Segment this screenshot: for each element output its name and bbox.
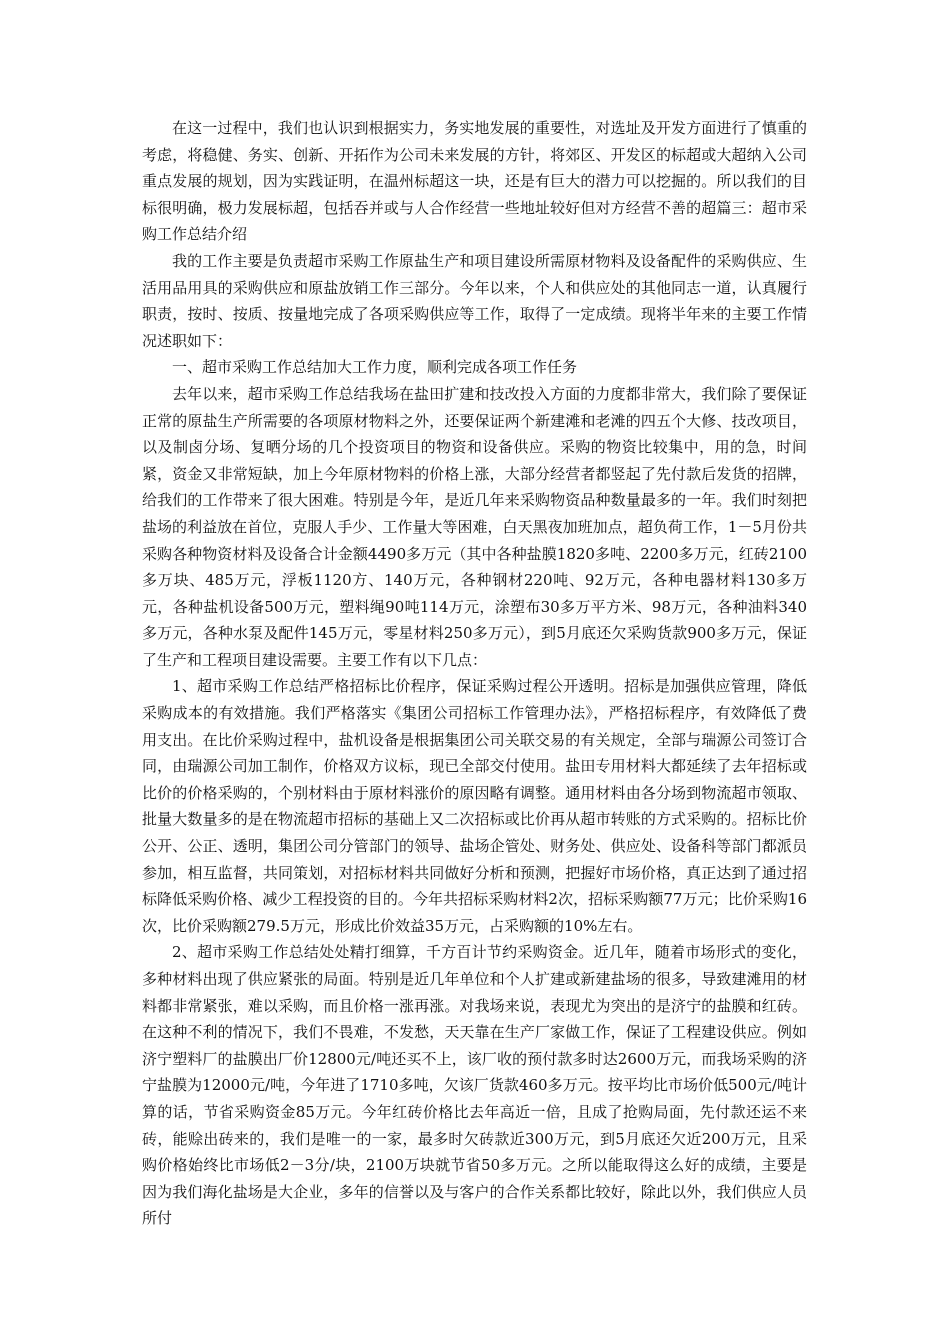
- document-page: [142, 115, 807, 1232]
- paragraph: 2、超市采购工作总结处处精打细算，千方百计节约采购资金。近几年，随着市场形式的变化，多种材料出现了供应紧张的局面。特别是近几年单位和个人扩建或新建盐场的很多，导致建滩用的材料都非常紧张，难以采购，而且价格一涨再涨。对我场来说，表现尤为突出的是济宁的盐膜和红砖。在这种不利的情况下，我们不畏难，不发愁，天天靠在生产厂家做工作，保证了工程建设供应。例如济宁塑料厂的盐膜出厂价12800元/吨还买不上，该厂收的预付款多时达2600万元，而我场采购的济宁盐膜为12000元/吨，今年进了1710多吨，欠该厂货款460多万元。按平均比市场价低500元/吨计算的话，节省采购资金85万元。今年红砖价格比去年高近一倍，且成了抢购局面，先付款还运不来砖，能赊出砖来的，我们是唯一的一家，最多时欠砖款近300万元，到5月底还欠近200万元，且采购价格始终比市场低2－3分/块，2100万块就节省50多万元。之所以能取得这么好的成绩，主要是因为我们海化盐场是大企业，多年的信誉以及与客户的合作关系都比较好，除此以外，我们供应人员所付: [142, 943, 807, 1228]
- paragraph: 我的工作主要是负责超市采购工作原盐生产和项目建设所需原材物料及设备配件的采购供应、生活用品用具的采购供应和原盐放销工作三部分。今年以来，个人和供应处的其他同志一道，认真履行职责，按时、按质、按量地完成了各项采购供应等工作，取得了一定成绩。现将半年来的主要工作情况述职如下：: [142, 251, 807, 350]
- section-heading: 一、超市采购工作总结加大工作力度，顺利完成各项工作任务: [172, 358, 578, 377]
- paragraph: 在这一过程中，我们也认识到根据实力，务实地发展的重要性，对选址及开发方面进行了慎重的考虑，将稳健、务实、创新、开拓作为公司未来发展的方针，将郊区、开发区的标超或大超纳入公司重点发展的规划，因为实践证明，在温州标超这一块，还是有巨大的潜力可以挖掘的。所以我们的目标很明确，极力发展标超，包括吞并或与人合作经营一些地址较好但对方经营不善的超篇三：超市采购工作总结介绍: [142, 119, 807, 244]
- paragraph: 去年以来，超市采购工作总结我场在盐田扩建和技改投入方面的力度都非常大，我们除了要保证正常的原盐生产所需要的各项原材物料之外，还要保证两个新建滩和老滩的四五个大修、技改项目，以及制卤分场、复晒分场的几个投资项目的物资和设备供应。采购的物资比较集中，用的急，时间紧，资金又非常短缺，加上今年原材物料的价格上涨，大部分经营者都竖起了先付款后发货的招牌，给我们的工作带来了很大困难。特别是今年，是近几年来采购物资品种数量最多的一年。我们时刻把盐场的利益放在首位，克服人手少、工作量大等困难，白天黑夜加班加点，超负荷工作，1－5月份共采购各种物资材料及设备合计金额4490多万元（其中各种盐膜1820多吨、2200多万元，红砖2100多万块、485万元，浮板1120方、140万元，各种钢材220吨、92万元，各种电器材料130多万元，各种盐机设备500万元，塑料绳90吨114万元，涂塑布30多万平方米、98万元，各种油料340多万元，各种水泵及配件145万元，零星材料250多万元），到5月底还欠采购货款900多万元，保证了生产和工程项目建设需要。主要工作有以下几点：: [142, 384, 807, 669]
- paragraph: 1、超市采购工作总结严格招标比价程序，保证采购过程公开透明。招标是加强供应管理，降低采购成本的有效措施。我们严格落实《集团公司招标工作管理办法》，严格招标程序，有效降低了费用支出。在比价采购过程中，盐机设备是根据集团公司关联交易的有关规定，全部与瑞源公司签订合同，由瑞源公司加工制作，价格双方议标，现已全部交付使用。盐田专用材料大都延续了去年招标或比价的价格采购的，个别材料由于原材料涨价的原因略有调整。通用材料由各分场到物流超市领取、批量大数量多的是在物流超市招标的基础上又二次招标或比价再从超市转账的方式采购的。招标比价公开、公正、透明，集团公司分管部门的领导、盐场企管处、财务处、供应处、设备科等部门都派员参加，相互监督，共同策划，对招标材料共同做好分析和预测，把握好市场价格，真正达到了通过招标降低采购价格、减少工程投资的目的。今年共招标采购材料2次，招标采购额77万元；比价采购16次，比价采购额279.5万元，形成比价效益35万元，占采购额的10%左右。: [142, 677, 807, 935]
